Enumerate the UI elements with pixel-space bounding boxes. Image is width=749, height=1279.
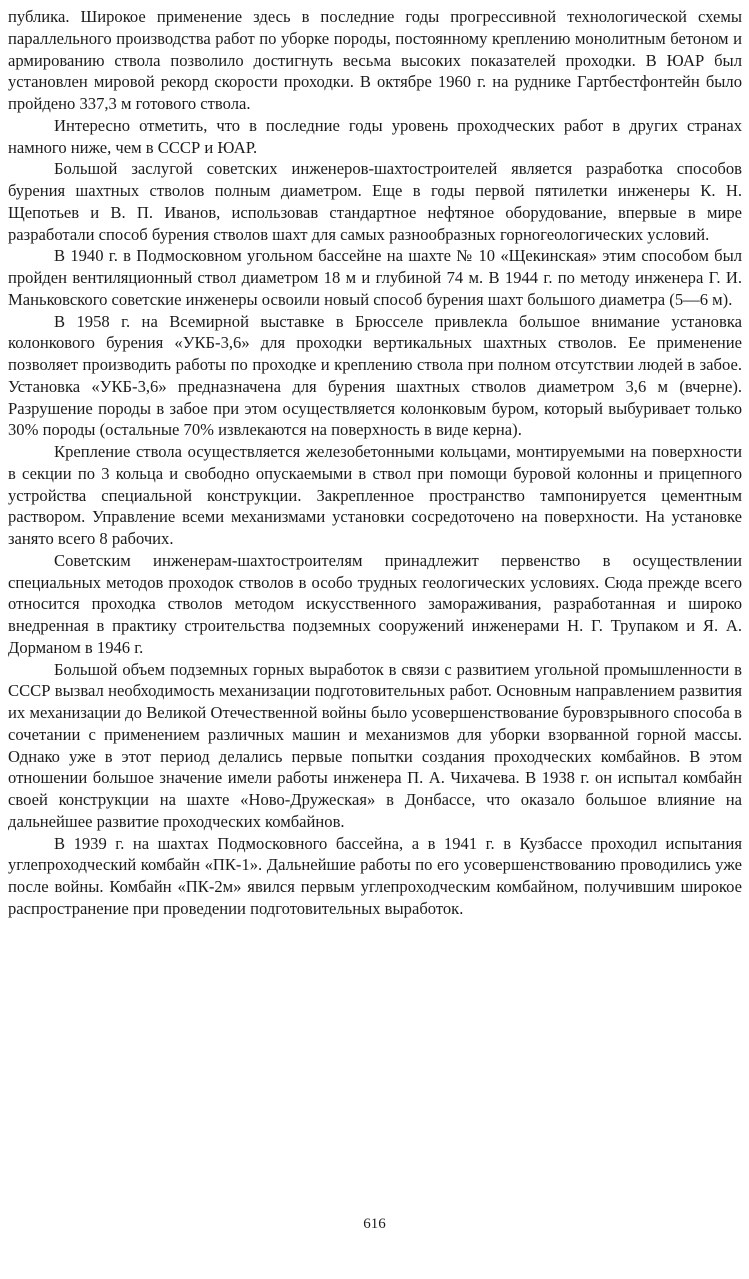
paragraph: Большой заслугой советских инженеров-шахтостроителей является разработка способов бурения шахтных стволов полным диаметром. Еще в годы первой пятилетки инженеры К. Н. Щепотьев и В. П. Иванов, использовав стандартное нефтяное оборудование, впервые в мире разработали способ бурения стволов шахт для самых разнообразных горногеологических условий. bbox=[8, 159, 742, 244]
paragraph: Большой объем подземных горных выработок в связи с развитием угольной промышленности в СССР вызвал необходимость механизации подготовительных работ. Основным направлением развития их механизации до Великой Отечественной войны было усовершенствование буровзрывного способа в сочетании с применением различных машин и механизмов для уборки взорванной горной массы. Однако уже в этот период делались первые попытки создания проходческих комбайнов. В этом отношении большое значение имели работы инженера П. А. Чихачева. В 1938 г. он испытал комбайн своей конструкции на шахте «Ново-Дружеская» в Донбассе, что оказало большое влияние на дальнейшее развитие проходческих комбайнов. bbox=[8, 659, 742, 831]
paragraph: Крепление ствола осуществляется железобетонными кольцами, монтируемыми на поверхности в секции по 3 кольца и свободно опускаемыми в ствол при помощи буровой колонны и прицепного устройства специальной конструкции. Закрепленное пространство тампонируется цементным раствором. Управление всеми механизмами установки сосредоточено на поверхности. На установке занято всего 8 рабочих. bbox=[8, 442, 742, 548]
paragraph-continued: публика. Широкое применение здесь в последние годы прогрессивной технологической схемы параллельного производства работ по уборке породы, постоянному креплению монолитным бетоном и армированию ствола позволило достигнуть весьма высоких показателей проходки. В ЮАР был установлен мировой рекорд скорости проходки. В октябре 1960 г. на руднике Гартбестфонтейн было пройдено 337,3 м готового ствола. bbox=[8, 7, 742, 113]
paragraph: Интересно отметить, что в последние годы уровень проходческих работ в других странах намного ниже, чем в СССР и ЮАР. bbox=[8, 115, 742, 157]
page-number: 616 bbox=[363, 1216, 386, 1232]
paragraph: В 1958 г. на Всемирной выставке в Брюсселе привлекла большое внимание установка колонкового бурения «УКБ-3,6» для проходки вертикальных шахтных стволов. Ее применение позволяет производить работы по проходке и креплению ствола при полном отсутствии людей в забое. Установка «УКБ-3,6» предназначена для бурения шахтных стволов диаметром 3,6 м (вчерне). Разрушение породы в забое при этом осуществляется колонковым буром, который выбуривает только 30% породы (остальные 70% извлекаются на поверхность в виде керна). bbox=[8, 311, 742, 440]
paragraph: Советским инженерам-шахтостроителям принадлежит первенство в осуществлении специальных методов проходок стволов в особо трудных геологических условиях. Сюда прежде всего относится проходка стволов методом искусственного замораживания, разработанная и широко внедренная в практику строительства подземных сооружений инженерами Н. Г. Трупаком и Я. А. Дорманом в 1946 г. bbox=[8, 550, 742, 657]
paragraph: В 1940 г. в Подмосковном угольном бассейне на шахте № 10 «Щекинская» этим способом был пройден вентиляционный ствол диаметром 18 м и глубиной 74 м. В 1944 г. по методу инженера Г. И. Маньковского советские инженеры освоили новый способ бурения шахт большого диаметра (5—6 м). bbox=[8, 246, 742, 309]
page-text bbox=[8, 6, 742, 920]
paragraph: В 1939 г. на шахтах Подмосковного бассейна, а в 1941 г. в Кузбассе проходил испытания углепроходческий комбайн «ПК-1». Дальнейшие работы по его усовершенствованию проводились уже после войны. Комбайн «ПК-2м» явился первым углепроходческим комбайном, получившим широкое распространение при проведении подготовительных выработок. bbox=[8, 833, 742, 918]
